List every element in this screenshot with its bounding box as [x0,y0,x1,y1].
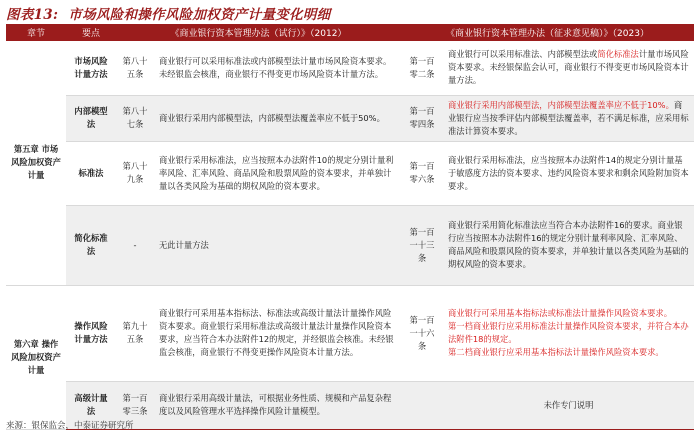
new-text-highlight: 第二档商业银行应采用基本指标法计量操作风险资本要求。 [448,347,664,357]
new-text-cell: 商业银行采用标准法，应当按照本办法附件14的规定分别计量基于敏感度方法的资本要求、违约风险资本要求和剩余风险附加资本要求。 [443,141,694,205]
header-new-method: 《商业银行资本管理办法（征求意见稿）》（2023） [401,24,694,41]
point-cell: 高级计量法 [66,381,116,429]
new-text-highlight: 第一档商业银行应采用标准法计量操作风险资本要求，并符合本办法附件18的规定。 [448,321,689,344]
new-text-cell [443,285,694,381]
old-article-cell: 第八十九条 [116,141,154,205]
old-article-cell: 第八十七条 [116,95,154,141]
table-row [6,285,694,381]
header-chapter: 章节 [6,24,66,41]
chapter-cell: 第六章 操作风险加权资产计量 [6,285,66,429]
new-text-cell [443,95,694,141]
old-text-cell: 商业银行采用高级计量法，可根据业务性质、规模和产品复杂程度以及风险管理水平选择操作风险计量模型。 [154,381,401,429]
point-cell: 标准法 [66,141,116,205]
new-article-cell: 第一百一十三条 [401,205,443,285]
new-article-cell: 第一百零二条 [401,41,443,95]
chapter-cell: 第五章 市场风险加权资产计量 [6,41,66,285]
new-article-cell [401,381,443,429]
new-text-post: 计量市场风险资本要求。未经银保监会认可，商业银行不得变更市场风险资本计量方法。 [448,49,689,86]
figure-label: 图表13: [6,7,59,23]
table-row [6,95,694,141]
old-article-cell: 第一百零三条 [116,381,154,429]
new-text-highlight: 商业银行采用内部模型法，内部模型法覆盖率应不低于10%。 [448,99,674,110]
new-text-highlight: 简化标准法 [597,49,639,60]
old-article-cell: 第九十五条 [116,285,154,381]
new-article-cell: 第一百零四条 [401,95,443,141]
new-text-highlight: 商业银行可采用基本指标法或标准法计量操作风险资本要求。 [448,308,673,318]
figure-title-text: 市场风险和操作风险加权资产计量变化明细 [68,7,331,23]
table-header-row [6,24,694,41]
point-cell: 内部模型法 [66,95,116,141]
table-row [6,141,694,205]
new-text-cell [443,41,694,95]
new-article-cell: 第一百零六条 [401,141,443,205]
old-article-cell: - [116,205,154,285]
new-text-post: 商业银行应当按季评估内部模型法覆盖率，若不满足标准，应采用标准法计算资本要求。 [448,99,689,136]
comparison-table [6,24,694,430]
new-text-cell: 商业银行采用简化标准法应当符合本办法附件16的要求。商业银行应当按照本办法附件16的规定分别计量利率风险、汇率风险、商品风险和股票风险的资本要求，并单独计量以各类风险为基础的期权风险的资本要求。 [443,205,694,285]
point-cell: 简化标准法 [66,205,116,285]
source-note: 来源：银保监会，中泰证券研究所 [6,421,134,431]
new-text-cell: 未作专门说明 [443,381,694,429]
old-text-cell: 商业银行可采用基本指标法、标准法或高级计量法计量操作风险资本要求。商业银行采用标准法或高级计量法计量操作风险资本要求，应当符合本办法附件12的规定，并经银监会核准。未经银监会核准，商业银行不得变更操作风险资本计量方法。 [154,285,401,381]
table-row [6,41,694,95]
old-article-cell: 第八十五条 [116,41,154,95]
old-text-cell: 无此计量方法 [154,205,401,285]
point-cell: 操作风险计量方法 [66,285,116,381]
new-text-pre: 商业银行可以采用标准法、内部模型法或 [448,49,598,60]
point-cell: 市场风险计量方法 [66,41,116,95]
header-point: 要点 [66,24,116,41]
header-old-method: 《商业银行资本管理办法（试行）》（2012） [116,24,401,41]
table-row [6,205,694,285]
old-text-cell: 商业银行采用内部模型法，内部模型法覆盖率应不低于50%。 [154,95,401,141]
old-text-cell: 商业银行采用标准法，应当按照本办法附件10的规定分别计量利率风险、汇率风险、商品风险和股票风险的资本要求，并单独计量以各类风险为基础的期权风险的资本要求。 [154,141,401,205]
new-article-cell: 第一百一十六条 [401,285,443,381]
figure-title [6,3,330,25]
old-text-cell: 商业银行可以采用标准法或内部模型法计量市场风险资本要求。未经银监会核准，商业银行不得变更市场风险资本计量方法。 [154,41,401,95]
